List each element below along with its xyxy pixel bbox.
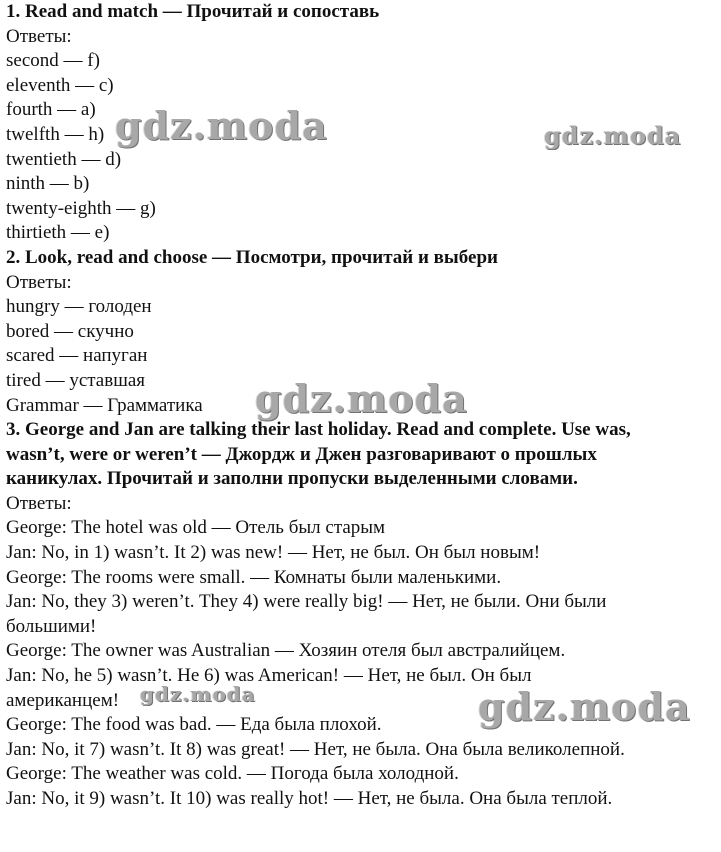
list-item: bored — скучно <box>6 320 134 342</box>
dialog-line: американцем! <box>6 689 120 711</box>
watermark-logo: gdz.moda <box>140 682 256 706</box>
dialog-line: Jan: No, they 3) weren’t. They 4) were really big! — Нет, не были. Они были <box>6 591 607 613</box>
watermark-logo: gdz.moda <box>544 121 682 150</box>
watermark-logo: gdz.moda <box>255 376 468 421</box>
dialog-line: Jan: No, it 9) wasn’t. It 10) was really hot! — Нет, не была. Она была теплой. <box>6 788 613 809</box>
list-item: ninth — b) <box>6 173 90 195</box>
dialog-line: George: The rooms were small. — Комнаты были маленькими. <box>6 566 502 588</box>
list-item: hungry — голоден <box>6 296 152 318</box>
list-item: Grammar — Грамматика <box>6 394 203 416</box>
list-item: eleventh — c) <box>6 74 114 96</box>
answers-label: Ответы: <box>6 492 72 514</box>
watermark-logo: gdz.moda <box>478 684 691 729</box>
dialog-line: George: The owner was Australian — Хозяин отеля был австралийцем. <box>6 640 566 662</box>
section-2-heading: 2. Look, read and choose — Посмотри, прочитай и выбери <box>6 246 498 268</box>
list-item: second — f) <box>6 50 100 72</box>
answers-label: Ответы: <box>6 271 72 293</box>
list-item: tired — уставшая <box>6 369 145 391</box>
dialog-line: George: The hotel was old — Отель был старым <box>6 517 386 539</box>
section-3-heading-line-2: wasn’t, were or weren’t — Джордж и Джен разговаривают о прошлых <box>6 443 597 465</box>
section-3-heading-line-3: каникулах. Прочитай и заполни пропуски выделенными словами. <box>6 468 578 490</box>
dialog-line: Jan: No, he 5) wasn’t. He 6) was American! — Нет, не был. Он был <box>6 665 532 687</box>
list-item: twentieth — d) <box>6 148 122 170</box>
section-1-heading: 1. Read and match — Прочитай и сопоставь <box>6 1 380 22</box>
watermark-logo: gdz.moda <box>115 103 328 148</box>
dialog-line: George: The weather was cold. — Погода была холодной. <box>6 763 459 785</box>
document <box>6 0 718 812</box>
dialog-line: большими! <box>6 615 97 637</box>
dialog-line: Jan: No, it 7) wasn’t. It 8) was great! — Нет, не была. Она была великолепной. <box>6 738 625 760</box>
dialog-line: George: The food was bad. — Еда была плохой. <box>6 714 382 736</box>
list-item: thirtieth — e) <box>6 222 110 244</box>
list-item: scared — напуган <box>6 345 148 367</box>
list-item: twelfth — h) <box>6 123 105 145</box>
list-item: twenty-eighth — g) <box>6 197 156 219</box>
list-item: fourth — a) <box>6 99 96 121</box>
dialog-line: Jan: No, in 1) wasn’t. It 2) was new! — Нет, не был. Он был новым! <box>6 542 541 564</box>
answers-label: Ответы: <box>6 25 72 47</box>
section-3-heading-line-1: 3. George and Jan are talking their last holiday. Read and complete. Use was, <box>6 419 631 441</box>
